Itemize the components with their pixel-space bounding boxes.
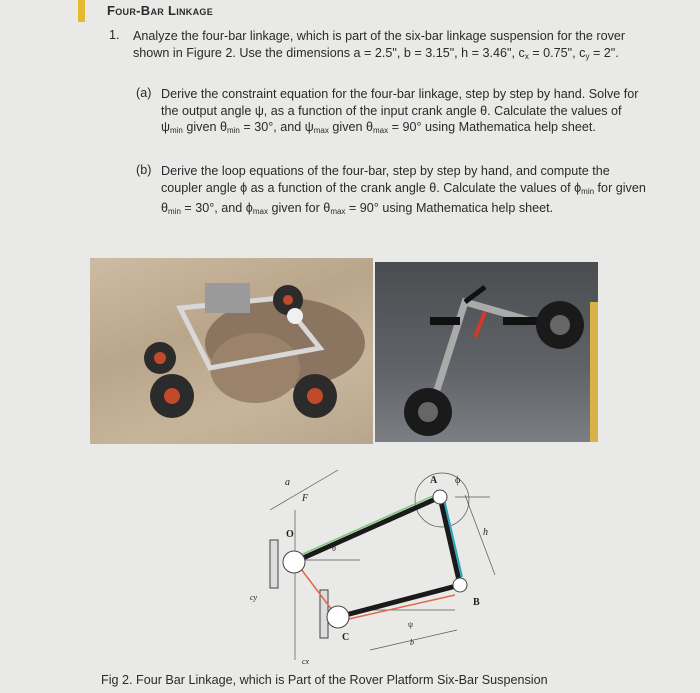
label-cx: cx xyxy=(302,657,310,666)
part-a-text: Derive the constraint equation for the four-bar linkage, step by step by hand. Solve for the output angle ψ, as a function of the input crank angle θ. Calculate the values of $\psi_{min}$ given $\theta_{min} = 30^\circ$, and $\psi_{max}$ given $\theta_{max} = 90^\circ$ using Mathematica help sheet. xyxy=(161,87,639,135)
label-B: B xyxy=(473,597,480,608)
label-O: O xyxy=(286,529,294,540)
linkage-drawing xyxy=(240,445,488,670)
question-text: Analyze the four-bar linkage, which is part of the six-bar linkage suspension for the rover shown in Figure 2. Use the dimensions a = 2.5", b = 3.15", h = 3.46", $c_x = 0.75$", $c_y = 2$". xyxy=(133,29,626,61)
label-h: h xyxy=(483,527,488,538)
label-F: F xyxy=(302,493,309,504)
four-bar-diagram xyxy=(240,445,488,670)
label-phi: ϕ xyxy=(455,475,461,486)
cad-render xyxy=(375,262,598,442)
rover-photo xyxy=(90,258,373,444)
label-A: A xyxy=(430,475,438,486)
ruler xyxy=(590,302,598,442)
question-number: 1. xyxy=(109,28,120,42)
part-b-text: Derive the loop equations of the four-bar, step by step by hand, and compute the coupler angle ϕ as a function of the crank angle θ. Calculate the values of $\phi_{min}$ for given $\theta_{min} = 30^\circ$, and $\phi_{max}$ given for $\theta_{max} = 90^\circ$ using Mathematica help sheet. xyxy=(161,164,646,216)
label-C: C xyxy=(342,632,350,643)
cad-linkage-illustration xyxy=(375,262,598,442)
part-a-label: (a) xyxy=(136,86,152,100)
highlight-bar xyxy=(78,0,85,22)
rover-illustration xyxy=(90,258,373,444)
section-heading: Four-Bar Linkage xyxy=(107,3,214,18)
part-b-label: (b) xyxy=(136,163,152,177)
label-b: b xyxy=(410,638,414,647)
label-psi: ψ xyxy=(408,620,414,629)
label-a: a xyxy=(285,477,290,488)
label-theta: θ xyxy=(332,544,336,553)
label-cy: cy xyxy=(250,593,258,602)
figure-caption: Fig 2. Four Bar Linkage, which is Part of the Rover Platform Six-Bar Suspension xyxy=(101,673,548,687)
